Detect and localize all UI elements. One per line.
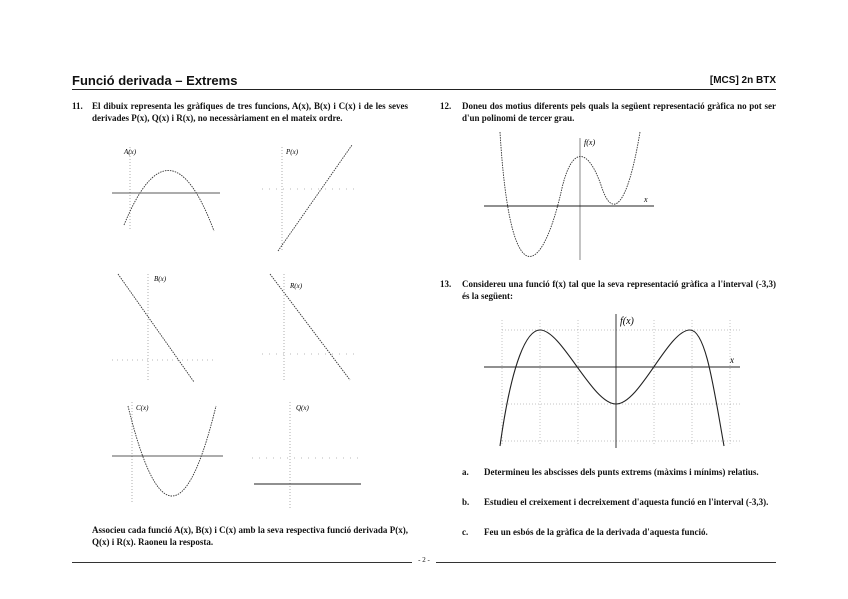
q11-text: El dibuix representa les gràfiques de tres funcions, A(x), B(x) i C(x) i de les seves derivades P(x), Q(x) i R(x), no necessàriament en el mateix ordre. — [92, 101, 408, 123]
q12-axis-label: x — [644, 195, 648, 204]
q12-number: 12. — [440, 101, 452, 111]
page-title: Funció derivada – Extrems — [72, 73, 238, 88]
page-number: - 2 - — [418, 556, 430, 564]
q12-text: Doneu dos motius diferents pels quals la següent representació gràfica no pot ser d'un polinomi de tercer grau. — [462, 101, 776, 123]
q13-graph-label: f(x) — [620, 316, 634, 327]
q13-number: 13. — [440, 279, 452, 289]
footer-rule-left — [72, 562, 412, 563]
graph-r-label: R(x) — [290, 282, 303, 290]
graph-p-label: P(x) — [286, 148, 299, 156]
q13-text: Considereu una funció f(x) tal que la seva representació gràfica a l'interval (-3,3) és la següent: — [462, 279, 776, 301]
course-label: [MCS] 2n BTX — [709, 75, 776, 86]
graph-a — [110, 143, 222, 233]
q11-footer-text: Associeu cada funció A(x), B(x) i C(x) amb la seva respectiva funció derivada P(x), Q(x) i R(x). Raoneu la resposta. — [92, 525, 408, 547]
header-rule — [72, 89, 776, 90]
q13-part-a-letter: a. — [462, 467, 469, 477]
footer-rule-right — [436, 562, 776, 563]
q13-part-a-text: Determineu les abscisses dels punts extrems (màxims i mínims) relatius. — [484, 467, 759, 477]
graph-a-label: A(x) — [124, 148, 137, 156]
graph-b-label: B(x) — [154, 275, 167, 283]
graph-b — [110, 272, 215, 384]
q12-graph-label: f(x) — [584, 138, 596, 147]
graph-r — [260, 272, 360, 384]
graph-c-label: C(x) — [136, 404, 149, 412]
q13-part-b-text: Estudieu el creixement i decreixement d'aquesta funció en l'interval (-3,3). — [484, 497, 769, 507]
graph-q — [250, 400, 365, 510]
q13-part-b-letter: b. — [462, 497, 470, 507]
q12-graph — [482, 128, 662, 263]
q13-axis-label: x — [730, 355, 734, 365]
q13-part-c-text: Feu un esbós de la gràfica de la derivada d'aquesta funció. — [484, 527, 708, 537]
graph-c — [110, 400, 225, 506]
graph-p — [260, 143, 360, 253]
q11-number: 11. — [72, 101, 83, 111]
q13-graph — [482, 310, 747, 450]
q13-part-c-letter: c. — [462, 527, 469, 537]
graph-q-label: Q(x) — [296, 404, 309, 412]
